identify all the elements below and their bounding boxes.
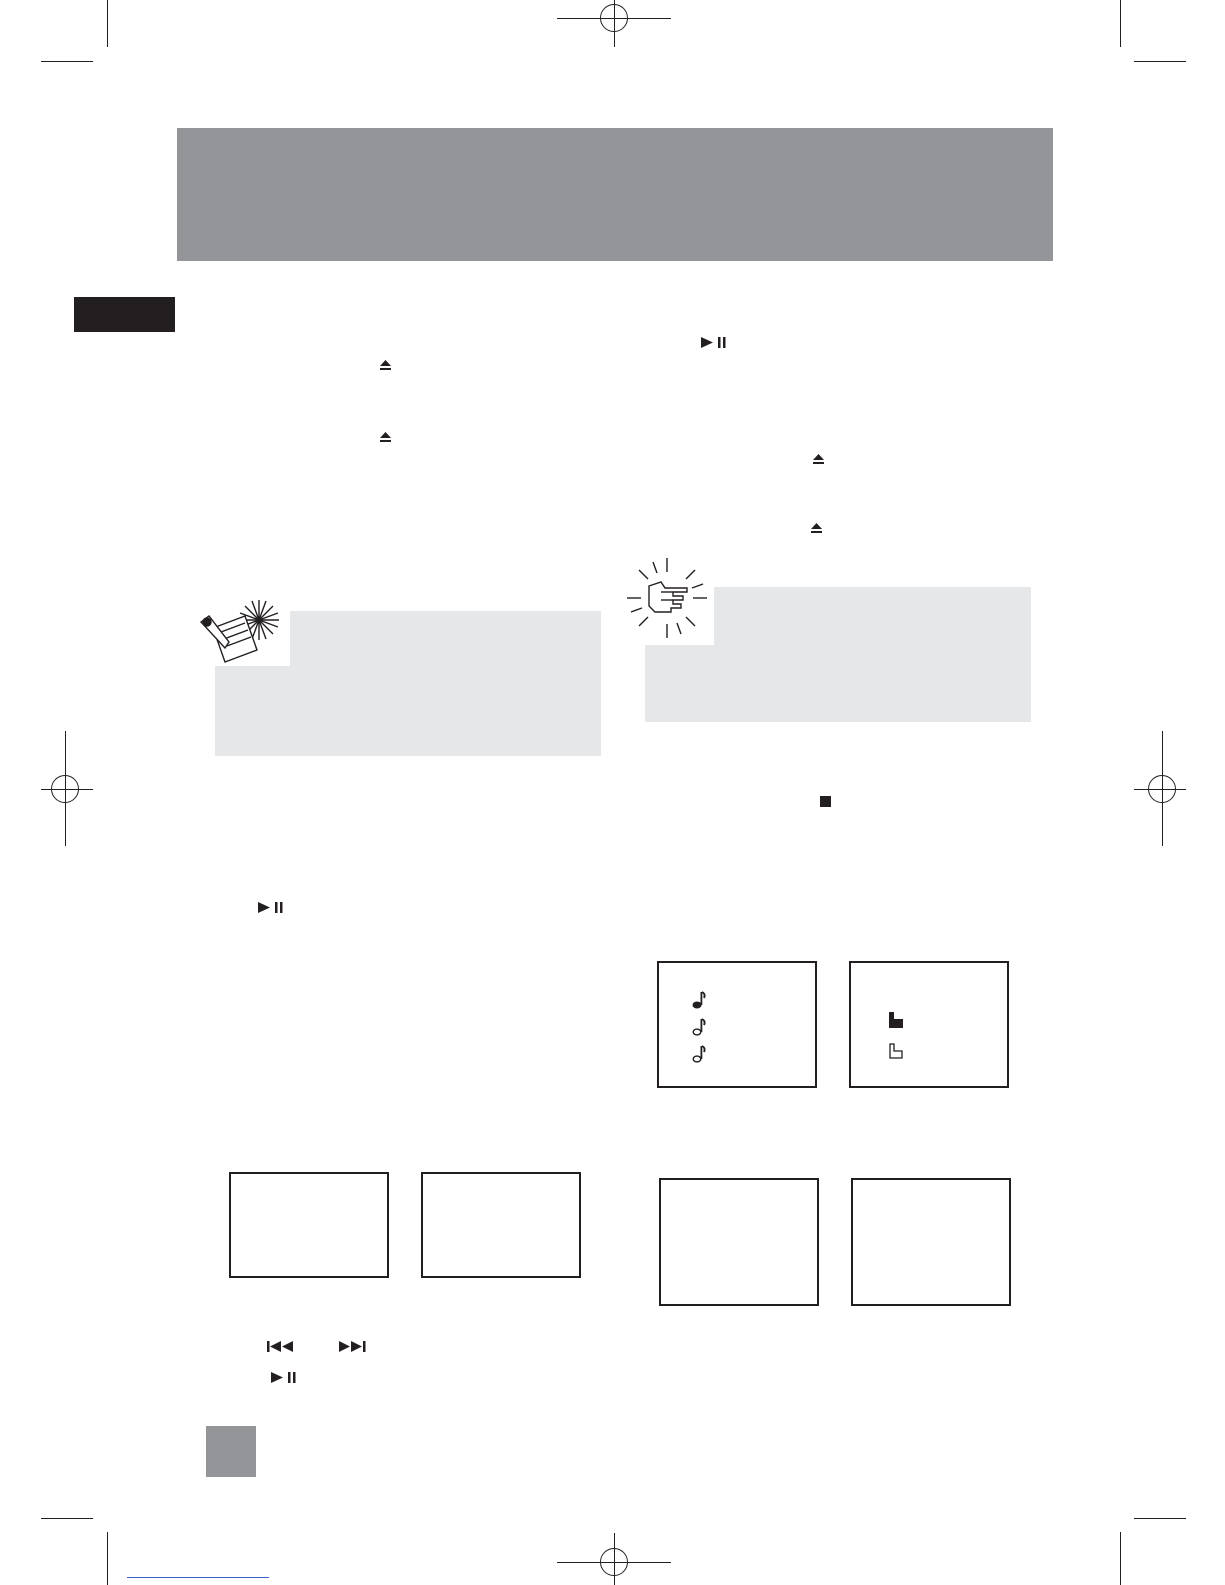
play-pause-icon (258, 902, 284, 913)
skip-back-icon (267, 1341, 295, 1352)
display-screen (229, 1172, 389, 1278)
link-underline (127, 1577, 269, 1578)
display-screen-folders (849, 961, 1009, 1088)
display-screen (421, 1172, 581, 1278)
eject-icon (811, 523, 822, 536)
folder-filled-icon (889, 1012, 903, 1033)
skip-forward-icon (339, 1341, 367, 1352)
music-note-icon (692, 1045, 706, 1068)
note-pencil-icon (199, 598, 287, 670)
music-note-icon (692, 991, 706, 1014)
play-pause-icon (271, 1372, 297, 1383)
folder-outline-icon (889, 1043, 903, 1064)
pointing-hand-icon (625, 556, 711, 646)
music-note-icon (692, 1018, 706, 1041)
display-screen (851, 1178, 1011, 1306)
eject-icon (380, 432, 391, 445)
eject-icon (813, 454, 824, 467)
display-screen-tracks (657, 961, 817, 1088)
section-header-band (177, 128, 1053, 261)
language-tab (74, 297, 175, 332)
page-number-box (206, 1426, 256, 1477)
play-pause-icon (701, 337, 727, 348)
stop-icon (820, 796, 831, 807)
eject-icon (380, 360, 391, 373)
display-screen (659, 1178, 819, 1306)
